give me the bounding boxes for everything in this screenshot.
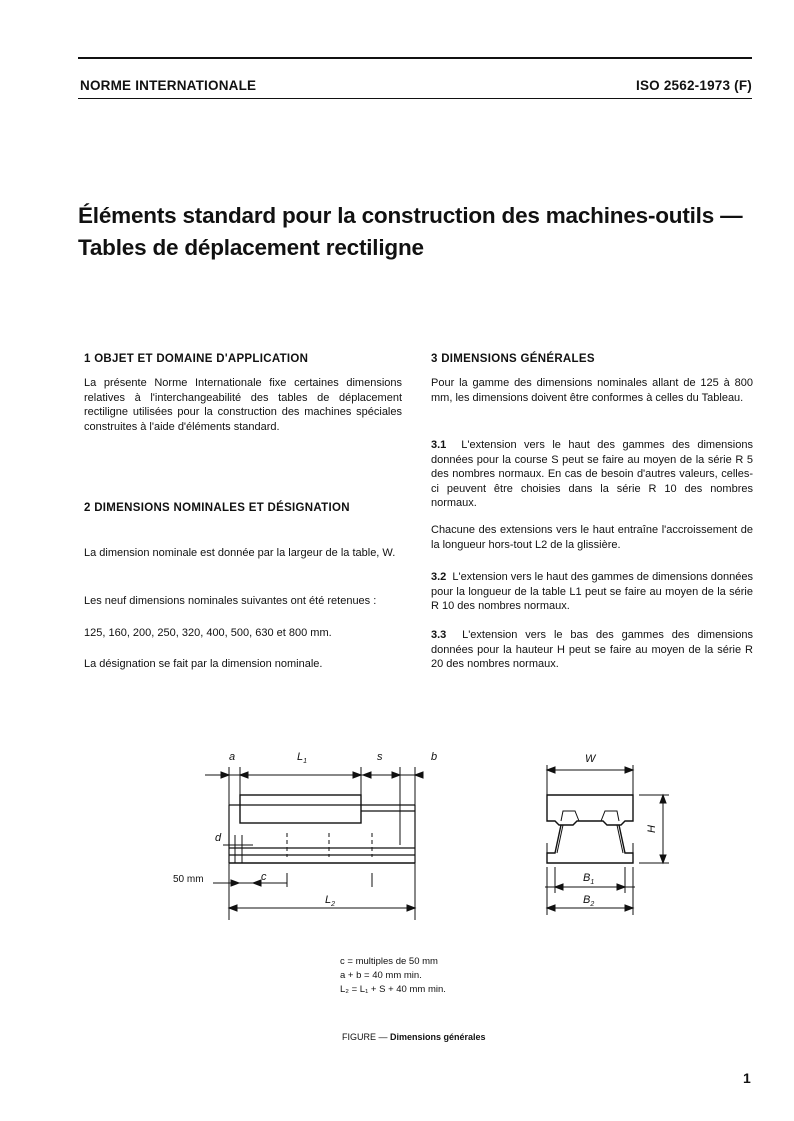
section-2-p2: Les neuf dimensions nominales suivantes ont été retenues :	[84, 595, 377, 607]
legend-line-2: a + b = 40 mm min.	[340, 970, 422, 981]
label-50mm: 50 mm	[173, 874, 204, 885]
section-1-heading: 1 OBJET ET DOMAINE D'APPLICATION	[84, 353, 309, 365]
label-B1	[583, 872, 594, 886]
figure-caption	[342, 1030, 486, 1044]
label-W: W	[585, 753, 596, 765]
section-3-intro: Pour la gamme des dimensions nominales allant de 125 à 800 mm, les dimensions doivent être conformes à celles du Tableau.	[431, 377, 753, 404]
section-3-1-b: Chacune des extensions vers le haut entraîne l'accroissement de la longueur hors-tout L2 de la glissière.	[431, 524, 753, 551]
label-c: c	[261, 871, 267, 883]
label-B2-letter: B	[583, 894, 591, 906]
section-3-2-number: 3.2	[431, 571, 447, 583]
section-2-heading: 2 DIMENSIONS NOMINALES ET DÉSIGNATION	[84, 502, 350, 514]
header-left: NORME INTERNATIONALE	[80, 78, 257, 93]
header-right: ISO 2562-1973 (F)	[636, 78, 752, 93]
label-s: s	[377, 751, 383, 763]
label-B1-letter: B	[583, 872, 591, 884]
section-3-1-number: 3.1	[431, 439, 447, 451]
label-B2	[583, 894, 594, 908]
label-L1-letter: L	[297, 751, 304, 763]
label-H: H	[646, 825, 658, 833]
section-2-p4: La désignation se fait par la dimension nominale.	[84, 658, 323, 670]
page-number: 1	[743, 1070, 751, 1086]
label-B2-sub: 2	[590, 901, 595, 908]
figure-side-view	[165, 745, 438, 920]
label-L2-letter: L	[325, 894, 332, 906]
figure-end-view	[535, 745, 675, 920]
label-L1-sub: 1	[303, 758, 308, 765]
legend-line-3: L₂ = L₁ + S + 40 mm min.	[340, 984, 446, 995]
section-2-p3: 125, 160, 200, 250, 320, 400, 500, 630 et 800 mm.	[84, 627, 332, 639]
section-3-3-number: 3.3	[431, 629, 447, 641]
section-3-1-text: L'extension vers le haut des gammes des dimensions données pour la course S peut se faire au moyen de la série R 5 des nombres normaux. En cas de besoin d'autres valeurs, celles-ci peuvent être choisies dans la série R 10 des nombres normaux.	[431, 439, 753, 509]
label-L2-sub: 2	[331, 901, 336, 908]
section-3-2	[431, 570, 753, 614]
section-1-body: La présente Norme Internationale fixe certaines dimensions relatives à l'interchangeabilité des tables de déplacement rectiligne utilisées pour la construction des machines spéciales construites à l'aide d'éléments standard.	[84, 377, 402, 433]
figure-caption-title: Dimensions générales	[390, 1032, 486, 1042]
label-B1-sub: 1	[590, 879, 595, 886]
section-3-2-text: L'extension vers le haut des gammes de dimensions données pour la longueur de la table L1 peut se faire au moyen de la série R 10 des nombres normaux.	[431, 571, 753, 612]
section-3-heading: 3 DIMENSIONS GÉNÉRALES	[431, 353, 595, 365]
section-2-p1: La dimension nominale est donnée par la largeur de la table, W.	[84, 547, 396, 559]
section-3-3-text: L'extension vers le bas des gammes des dimensions données pour la hauteur H peut se faire au moyen de la série R 20 des nombres normaux.	[431, 629, 753, 670]
label-L1	[297, 751, 307, 765]
figure-legend	[340, 955, 446, 997]
header-rule-bottom	[78, 98, 752, 99]
document-title	[78, 200, 768, 264]
label-a: a	[229, 751, 236, 763]
title-line-1: Éléments standard pour la construction des machines-outils —	[78, 203, 743, 228]
label-d: d	[215, 832, 222, 844]
legend-line-1: c = multiples de 50 mm	[340, 956, 438, 967]
label-b: b	[431, 751, 438, 763]
figure-caption-prefix: FIGURE —	[342, 1032, 391, 1042]
label-L2	[325, 894, 335, 908]
section-3-3	[431, 628, 753, 672]
header-rule-top	[78, 57, 752, 59]
title-line-2: Tables de déplacement rectiligne	[78, 235, 424, 260]
section-3-1	[431, 438, 753, 511]
